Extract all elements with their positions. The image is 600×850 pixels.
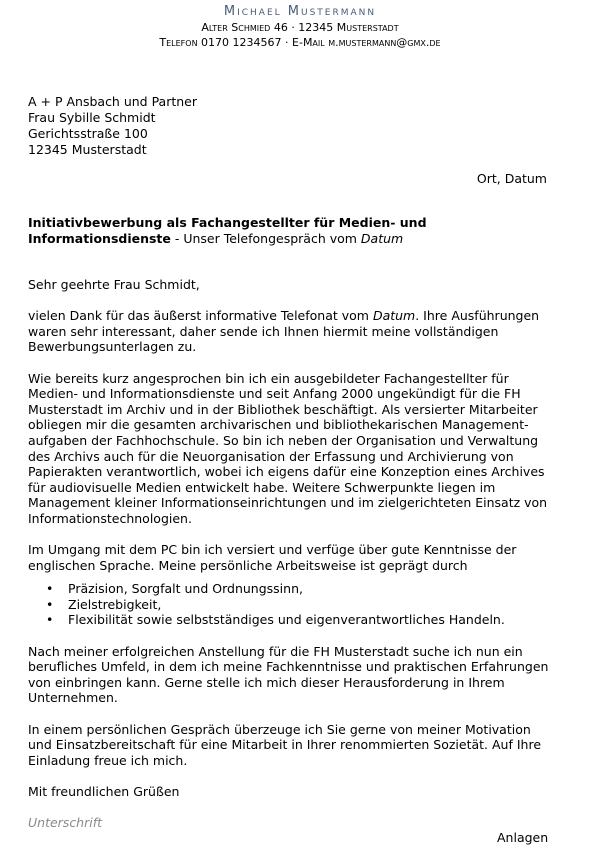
subject-date-placeholder: Datum — [360, 231, 404, 246]
paragraph-motivation: Nach meiner erfolgreichen Anstellung für die FH Musterstadt suche ich nun ein berufliches Umfeld, in dem ich meine Fachkenntnisse und praktischen Erfahrungen von einbringen kann. Gerne stelle ich mich dieser Herausforderung in Ihrem Unternehmen. — [28, 643, 549, 706]
paragraph-intro — [28, 308, 556, 355]
recipient-person: Frau Sybille Schmidt — [28, 110, 156, 125]
signature-placeholder: Unterschrift — [28, 815, 103, 830]
recipient-address-block — [28, 94, 197, 158]
salutation: Sehr geehrte Frau Schmidt, — [28, 277, 200, 292]
letter-body — [28, 277, 556, 815]
sender-name: Michael Mustermann — [223, 4, 377, 19]
paragraph-skills: Im Umgang mit dem PC bin ich versiert und verfüge über gute Kenntnisse der englischen Sprache. Meine persönliche Arbeitsweise ist geprägt durch — [28, 542, 517, 573]
paragraph-experience: Wie bereits kurz angesprochen bin ich ein ausgebildeter Fachangestellter für Medien- und Informationsdienste und seit Anfang 2000 ungekündigt für die FH Musterstadt im Archiv und in der Bibliothek beschäftigt. Als versierter Mitarbeiter obliegen mir die gesamten archivarischen und bibliothekarischen Managementaufgaben der Fachhochschule. So bin ich neben der Organisation und Verwaltung des Archivs auch für die Neuorganisation der Erfassung und Archivierung von Papierakten verantwortlich, wobei ich eigens dafür eine Konzeption eines Archives für audiovisuelle Medien entwickelt habe. Weitere Schwerpunkte liegen im Management kleiner Informationseinrichtungen und im zielgerichteten Einsatz von Informationstechnologien. — [28, 370, 548, 526]
place-date: Ort, Datum — [476, 171, 547, 186]
paragraph-intro-end: . Ihre Ausführungen waren sehr interessant, daher sende ich Ihnen hiermit meine vollständigen Bewerbungsunterlagen zu. — [28, 308, 540, 355]
list-item: • Präzision, Sorgfalt und Ordnungssinn, — [68, 581, 556, 597]
subject-line-1: Initiativbewerbung als Fachangestellter für Medien- und — [28, 215, 427, 230]
sender-address: Alter Schmied 46 · 12345 Musterstadt — [201, 21, 399, 34]
paragraph-invitation: In einem persönlichen Gespräch überzeuge ich Sie gerne von meiner Motivation und Einsatzbereitschaft für eine Mitarbeit in Ihrer renommierten Sozietät. Auf Ihre Einladung freue ich mich. — [28, 721, 542, 768]
enclosures-label: Anlagen — [497, 830, 549, 845]
closing: Mit freundlichen Grüßen — [28, 784, 180, 799]
subject-line — [28, 215, 568, 247]
subject-bold-part: Informationsdienste — [28, 231, 171, 246]
list-item: • Flexibilität sowie selbstständiges und eigenverantwortliches Handeln. — [68, 612, 556, 628]
subject-line-2 — [28, 231, 568, 247]
subject-rest: - Unser Telefongespräch vom — [170, 231, 361, 246]
recipient-street: Gerichtsstraße 100 — [28, 126, 148, 141]
skills-list — [28, 581, 556, 628]
list-item: • Zielstrebigkeit, — [68, 597, 556, 613]
paragraph-intro-start: vielen Dank für das äußerst informative Telefonat vom — [28, 308, 373, 324]
recipient-city: 12345 Musterstadt — [28, 142, 147, 157]
recipient-company: A + P Ansbach und Partner — [28, 94, 198, 109]
paragraph-intro-date: Datum — [372, 308, 416, 324]
sender-contact: Telefon 0170 1234567 · E-Mail m.mustermann@gmx.de — [159, 36, 441, 49]
